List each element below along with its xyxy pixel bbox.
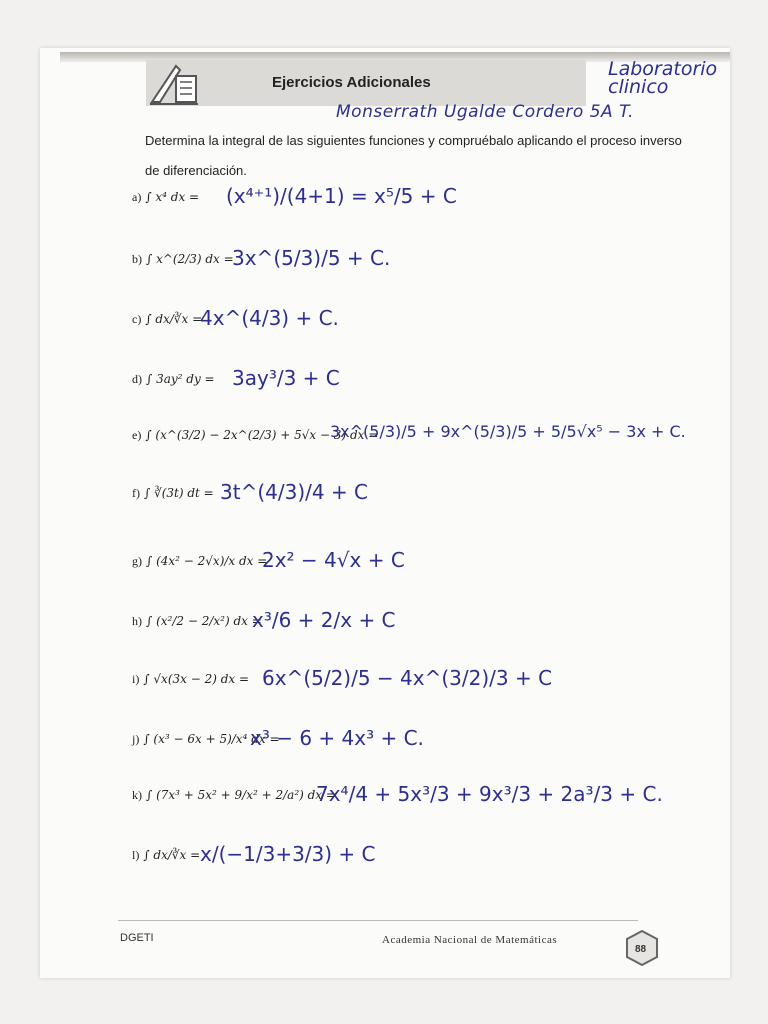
problem-expression: ∫ (4x² − 2√x)/x dx = (146, 554, 268, 568)
handwritten-answer: 3ay³/3 + C (232, 366, 340, 390)
geometry-logo-icon (146, 58, 202, 108)
problem-f (132, 486, 214, 501)
problem-label: a) (132, 190, 142, 204)
problem-expression: ∫ 3ay² dy = (146, 372, 215, 386)
problem-i (132, 672, 249, 687)
problem-label: j) (132, 732, 140, 746)
problem-label: k) (132, 788, 142, 802)
problem-k (132, 788, 336, 803)
page-number: 88 (635, 944, 647, 955)
handwritten-answer: (x⁴⁺¹)/(4+1) = x⁵/5 + C (226, 184, 457, 208)
page-title: Ejercicios Adicionales (272, 74, 431, 91)
problem-expression: ∫ √x(3x − 2) dx = (143, 672, 250, 686)
handwritten-answer: 3x^(5/3)/5 + 9x^(5/3)/5 + 5/5√x⁵ − 3x + C. (330, 422, 686, 441)
handwritten-answer: x³ − 6 + 4x³ + C. (250, 726, 424, 750)
problem-expression: ∫ dx/∛x = (143, 848, 201, 862)
handwritten-lab-line-1: Laboratorio (608, 58, 718, 80)
handwritten-lab-note (608, 60, 717, 96)
problem-label: i) (132, 672, 140, 686)
handwritten-answer: 3x^(5/3)/5 + C. (232, 246, 391, 270)
handwritten-answer: x/(−1/3+3/3) + C (200, 842, 376, 866)
problem-label: f) (132, 486, 140, 500)
problem-expression: ∫ (x^(3/2) − 2x^(2/3) + 5√x − 3) dx = (145, 428, 379, 442)
problem-d (132, 372, 215, 387)
problem-a (132, 190, 199, 205)
problem-l (132, 848, 200, 863)
handwritten-lab-line-2: clinico (608, 76, 669, 98)
problem-label: b) (132, 252, 142, 266)
handwritten-student-name: Monserrath Ugalde Cordero 5A T. (336, 102, 634, 122)
handwritten-answer: x³/6 + 2/x + C (252, 608, 396, 632)
problem-expression: ∫ x^(2/3) dx = (146, 252, 234, 266)
problem-expression: ∫ x⁴ dx = (145, 190, 200, 204)
footer-left-text: DGETI (120, 932, 154, 944)
footer-divider (118, 920, 638, 921)
problem-expression: ∫ (x²/2 − 2/x²) dx = (146, 614, 262, 628)
problem-label: c) (132, 312, 142, 326)
problem-h (132, 614, 262, 629)
footer-right-text: Academia Nacional de Matemáticas (382, 934, 558, 946)
problem-expression: ∫ dx/∛x = (145, 312, 203, 326)
problem-label: l) (132, 848, 140, 862)
problem-expression: ∫ (x³ − 6x + 5)/x⁴ dx = (143, 732, 280, 746)
instructions-text: Determina la integral de las siguientes funciones y compruébalo aplicando el proceso inverso de diferenciación. (145, 133, 682, 178)
problem-label: d) (132, 372, 142, 386)
problem-b (132, 252, 234, 267)
problem-label: e) (132, 428, 142, 442)
handwritten-answer: 4x^(4/3) + C. (200, 306, 339, 330)
problem-label: h) (132, 614, 142, 628)
handwritten-answer: 3t^(4/3)/4 + C (220, 480, 369, 504)
handwritten-answer: 2x² − 4√x + C (262, 548, 405, 572)
problem-expression: ∫ ∛(3t) dt = (144, 486, 214, 500)
handwritten-answer: 6x^(5/2)/5 − 4x^(3/2)/3 + C (262, 666, 553, 690)
handwritten-answer: 7x⁴/4 + 5x³/3 + 9x³/3 + 2a³/3 + C. (316, 782, 663, 806)
problem-c (132, 312, 202, 327)
problem-label: g) (132, 554, 142, 568)
problem-expression: ∫ (7x³ + 5x² + 9/x² + 2/a²) dx = (146, 788, 336, 802)
problem-g (132, 554, 267, 569)
